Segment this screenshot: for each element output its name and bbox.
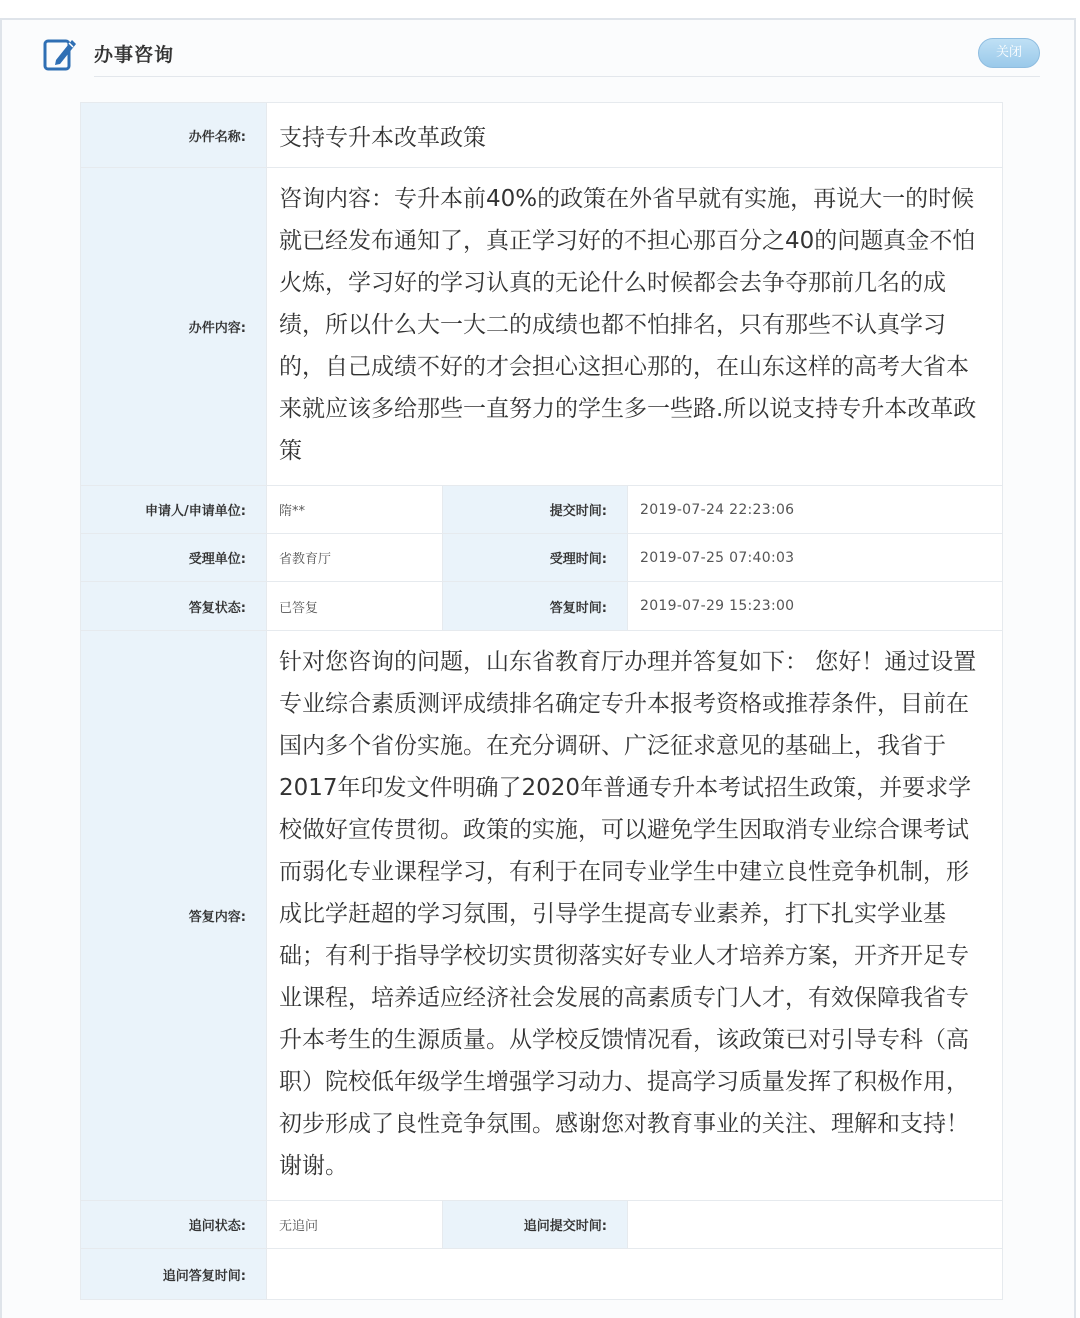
followup-status-label: 追问状态:	[81, 1201, 267, 1248]
accept-time-label: 受理时间:	[443, 534, 628, 581]
panel-header	[2, 20, 1074, 78]
name-value: 支持专升本改革政策	[279, 124, 486, 151]
accept-time-value: 2019-07-25 07:40:03	[640, 549, 795, 566]
followup-row	[81, 1201, 1002, 1249]
edit-document-icon	[42, 36, 78, 72]
content-row	[81, 168, 1002, 486]
reply-content-label: 答复内容:	[81, 631, 267, 1200]
applicant-value: 隋**	[267, 486, 443, 533]
consultation-table	[80, 102, 1003, 1300]
page-title: 办事咨询	[94, 44, 175, 66]
content-value: 咨询内容：专升本前40%的政策在外省早就有实施，再说大一的时候就已经发布通知了，真正学习好的不担心那百分之40的问题真金不怕火炼，学习好的学习认真的无论什么时候都会去争夺那前几名的成绩，所以什么大一大二的成绩也都不怕排名，只有那些不认真学习的，自己成绩不好的才会担心这担心那的，在山东这样的高考大省本来就应该多给那些一直努力的学生多一些路.所以说支持专升本改革政策	[279, 186, 977, 464]
followup-reply-value	[267, 1249, 1002, 1299]
submit-time-value: 2019-07-24 22:23:06	[640, 501, 795, 518]
followup-reply-row	[81, 1249, 1002, 1299]
dept-value: 省教育厅	[267, 534, 443, 581]
followup-reply-label: 追问答复时间:	[81, 1249, 267, 1299]
dept-label: 受理单位:	[81, 534, 267, 581]
name-row	[81, 103, 1002, 168]
status-row	[81, 582, 1002, 631]
header-divider	[94, 76, 1040, 77]
reply-content-row	[81, 631, 1002, 1201]
reply-content-value: 针对您咨询的问题，山东省教育厅办理并答复如下： 您好！通过设置专业综合素质测评成绩排名确定专升本报考资格或推荐条件，目前在国内多个省份实施。在充分调研、广泛征求意见的基础上，我省于2017年印发文件明确了2020年普通专升本考试招生政策，并要求学校做好宣传贯彻。政策的实施，可以避免学生因取消专业综合课考试而弱化专业课程学习，有利于在同专业学生中建立良性竞争机制，形成比学赶超的学习氛围，引导学生提高专业素养，打下扎实学业基础；有利于指导学校切实贯彻落实好专业人才培养方案，开齐开足专业课程，培养适应经济社会发展的高素质专门人才，有效保障我省专升本考生的生源质量。从学校反馈情况看，该政策已对引导专科（高职）院校低年级学生增强学习动力、提高学习质量发挥了积极作用，初步形成了良性竞争氛围。感谢您对教育事业的关注、理解和支持！谢谢。	[279, 649, 977, 1179]
status-label: 答复状态:	[81, 582, 267, 630]
dept-row	[81, 534, 1002, 582]
consultation-panel	[0, 18, 1076, 1318]
followup-status-value: 无追问	[267, 1201, 443, 1248]
status-value: 已答复	[267, 582, 443, 630]
submit-time-label: 提交时间:	[443, 486, 628, 533]
applicant-row	[81, 486, 1002, 534]
name-label: 办件名称:	[81, 103, 267, 167]
reply-time-label: 答复时间:	[443, 582, 628, 630]
followup-submit-value	[628, 1201, 1002, 1248]
reply-time-value: 2019-07-29 15:23:00	[640, 598, 795, 614]
close-button[interactable]: 关闭	[978, 38, 1040, 68]
followup-submit-label: 追问提交时间:	[443, 1201, 628, 1248]
content-label: 办件内容:	[81, 168, 267, 485]
applicant-label: 申请人/申请单位:	[81, 486, 267, 533]
